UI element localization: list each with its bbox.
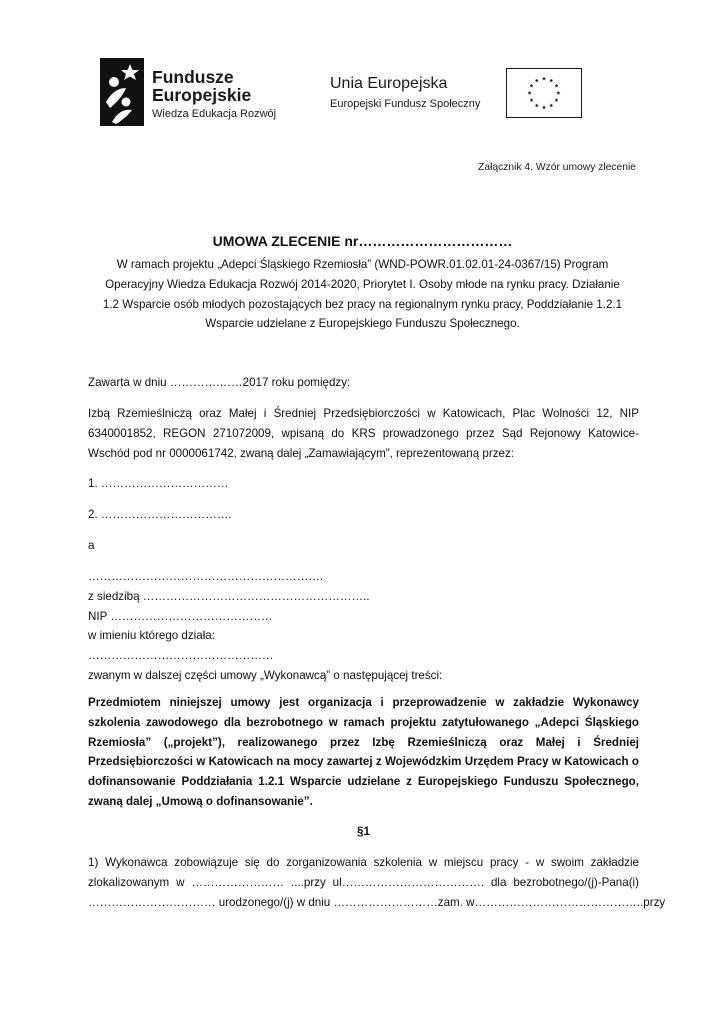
eu-flag-star xyxy=(556,91,560,95)
eu-flag-star xyxy=(549,103,553,107)
party2-on-behalf: w imieniu którego działa: xyxy=(88,629,215,643)
representative-2: 2. ……………………………. xyxy=(88,508,232,521)
para1-line: zlokalizowanym w …………………… ....przy ul………………………………. dla bezrobotnego/(j)-Pana(i) xyxy=(88,875,639,889)
subject-line: Przedmiotem niniejszej umowy jest organizacja i przeprowadzenie w zakładzie Wykonawcy xyxy=(88,696,639,709)
eu-flag-star xyxy=(535,78,539,82)
subject-line: Rzemiosła” („projekt”), realizowanego przez Izbę Rzemieślniczą oraz Małej i Średniej xyxy=(88,735,639,749)
para1-line: …………………………… urodzonego/(j) w dniu ………………………zam. w……………………………………..przy xyxy=(88,895,666,909)
ue-logo-line2: Europejski Fundusz Społeczny xyxy=(330,98,481,110)
party1-line: 6340001852, REGON 271072009, wpisaną do KRS prowadzonego przez Sąd Rejonowy Katowice- xyxy=(88,426,639,440)
intro-line: 1.2 Wsparcie osób młodych pozostających bez pracy na regionalnym rynku pracy, Poddziałanie 1.2.1 xyxy=(102,297,623,311)
subject-line: dofinansowanie Poddziałania 1.2.1 Wsparcie udzielane z Europejskiego Funduszu Społecznego, xyxy=(88,775,639,789)
eu-flag-star xyxy=(554,84,558,88)
party1-paragraph xyxy=(88,404,639,463)
ue-logo-line1: Unia Europejska xyxy=(330,75,448,92)
contract-subject-paragraph xyxy=(88,693,639,812)
fe-logo-line2: Europejskie xyxy=(152,85,252,105)
fe-logo-line1: Fundusze xyxy=(152,67,234,87)
eu-flag-star xyxy=(549,78,553,82)
party1-line: Wschód pod nr 0000061742, zwaną dalej „Zamawiającym”, reprezentowaną przez: xyxy=(88,446,514,460)
annex-label: Załącznik 4. Wzór umowy zlecenie xyxy=(478,162,636,173)
subject-line: Przedsiębiorczości w Katowicach na mocy zawartej z Wojewódzkim Urzędem Pracy w Katowicach o xyxy=(88,755,639,769)
fundusze-europejskie-logo xyxy=(100,58,300,128)
party2-called: zwanym w dalszej części umowy „Wykonawcą” o następującej treści: xyxy=(88,668,443,682)
subject-line: zwaną dalej „Umową o dofinansowanie”. xyxy=(88,794,313,808)
intro-line: Operacyjny Wiedza Edukacja Rozwój 2014-2020, Priorytet I. Osoby młode na rynku pracy. Działanie xyxy=(105,277,620,291)
eu-flag-icon xyxy=(506,68,582,118)
eu-flag-star xyxy=(554,98,558,102)
unia-europejska-logo xyxy=(330,68,590,123)
section-1-paragraph xyxy=(88,853,666,912)
fundusze-europejskie-mark-icon xyxy=(100,58,144,126)
eu-flag-star xyxy=(535,103,539,107)
eu-flag-star xyxy=(528,91,532,95)
party2-seat: z siedzibą ………………………………………………….. xyxy=(88,589,370,603)
contract-title: UMOWA ZLECENIE nr…………………………… xyxy=(212,233,513,249)
subject-line: szkolenia zawodowego dla bezrobotnego w ramach projektu zatytułowanego „Adepci Śląskiego xyxy=(88,715,639,729)
party2-name-line: ……………………………………………………. xyxy=(88,570,324,583)
eu-flag-star xyxy=(530,84,534,88)
party2-nip: NIP …………………………………… xyxy=(88,609,273,623)
section-1-heading: §1 xyxy=(357,825,370,838)
eu-flag-star xyxy=(542,76,546,80)
concluded-date-line: Zawarta w dniu ………….……2017 roku pomiędzy: xyxy=(88,376,351,389)
party2-rep-line: ………………………………………… xyxy=(88,649,274,663)
fe-logo-line3: Wiedza Edukacja Rozwój xyxy=(152,108,277,120)
representative-1: 1. …………………………… xyxy=(88,477,229,490)
project-intro xyxy=(95,255,630,334)
intro-line: W ramach projektu „Adepci Śląskiego Rzemiosła” (WND-POWR.01.02.01-24-0367/15) Program xyxy=(116,258,609,271)
eu-flag-star xyxy=(530,98,534,102)
party1-line: Izbą Rzemieślniczą oraz Małej i Średniej Przedsiębiorczości w Katowicach, Plac Wolności 12, NIP xyxy=(88,407,639,420)
intro-line: Wsparcie udzielane z Europejskiego Funduszu Społecznego. xyxy=(205,317,520,331)
para1-line: 1) Wykonawca zobowiązuje się do zorganizowania szkolenia w miejscu pracy - w swoim zakładzie xyxy=(88,856,639,869)
and-conjunction: a xyxy=(88,539,95,552)
party2-block xyxy=(88,567,639,686)
eu-flag-star xyxy=(542,105,546,109)
